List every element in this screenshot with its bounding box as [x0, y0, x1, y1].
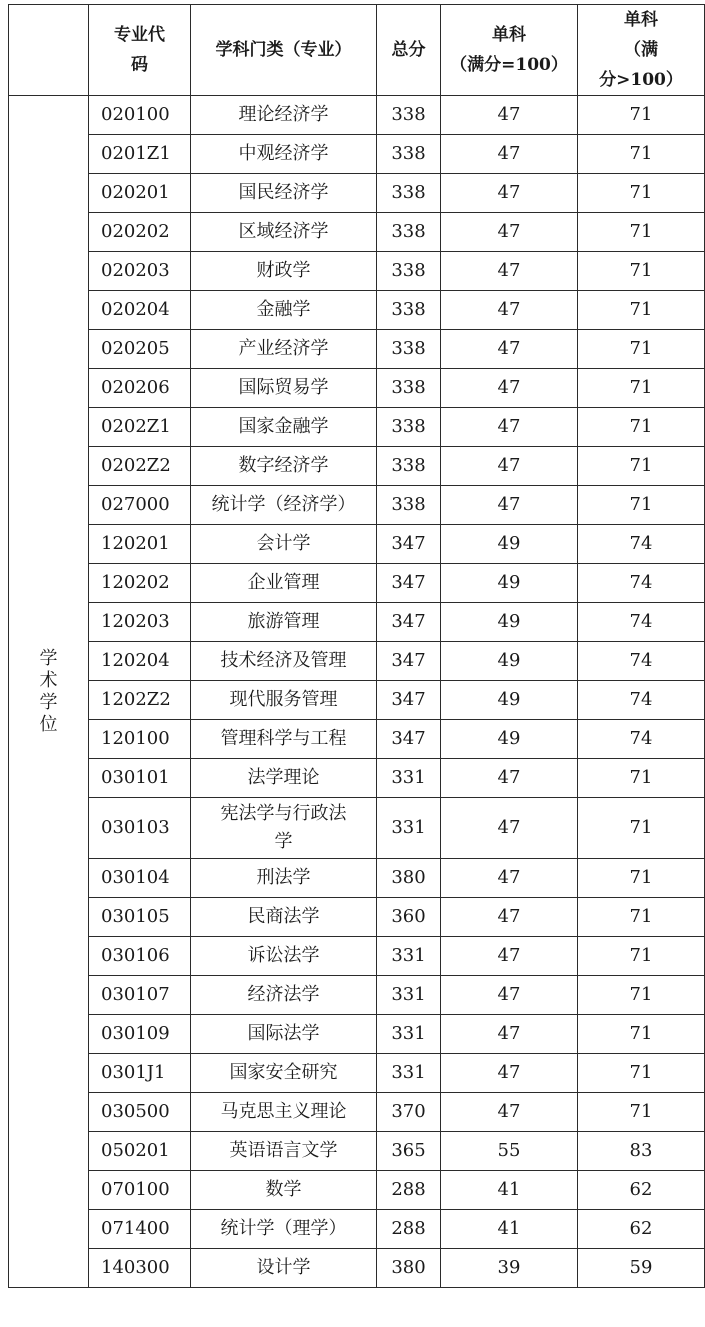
table-row — [9, 96, 705, 135]
code-cell: 030109 — [89, 1015, 191, 1054]
table-row — [9, 1249, 705, 1288]
total-cell: 347 — [377, 720, 441, 759]
table-row — [9, 408, 705, 447]
code-cell: 140300 — [89, 1249, 191, 1288]
single-gt100-cell: 71 — [578, 252, 705, 291]
single-gt100-cell: 71 — [578, 798, 705, 859]
code-cell: 030105 — [89, 898, 191, 937]
single-gt100-cell: 71 — [578, 291, 705, 330]
code-cell: 120202 — [89, 564, 191, 603]
single-100-cell: 47 — [441, 1015, 578, 1054]
single-100-cell: 47 — [441, 174, 578, 213]
single-100-cell: 47 — [441, 1093, 578, 1132]
table-row — [9, 1171, 705, 1210]
total-cell: 288 — [377, 1210, 441, 1249]
single-100-cell: 49 — [441, 642, 578, 681]
header-single-100 — [441, 5, 578, 96]
single-100-cell: 41 — [441, 1210, 578, 1249]
header-subject-line: 学科门类（专业） — [215, 40, 352, 60]
table-row — [9, 603, 705, 642]
subject-cell: 财政学 — [191, 252, 377, 291]
header-code-line: 专业代 — [114, 25, 165, 45]
total-cell: 331 — [377, 759, 441, 798]
single-gt100-cell: 71 — [578, 759, 705, 798]
subject-cell: 会计学 — [191, 525, 377, 564]
total-cell: 360 — [377, 898, 441, 937]
code-cell: 030101 — [89, 759, 191, 798]
single-100-cell: 39 — [441, 1249, 578, 1288]
single-100-cell: 47 — [441, 798, 578, 859]
table-row — [9, 330, 705, 369]
single-gt100-cell: 71 — [578, 408, 705, 447]
total-cell: 347 — [377, 681, 441, 720]
single-gt100-cell: 71 — [578, 1093, 705, 1132]
total-cell: 338 — [377, 252, 441, 291]
code-cell: 027000 — [89, 486, 191, 525]
code-cell: 020205 — [89, 330, 191, 369]
table-row — [9, 291, 705, 330]
single-gt100-cell: 71 — [578, 174, 705, 213]
subject-cell: 企业管理 — [191, 564, 377, 603]
score-table-container — [8, 4, 705, 1288]
code-cell: 0202Z1 — [89, 408, 191, 447]
single-100-cell: 55 — [441, 1132, 578, 1171]
subject-cell: 民商法学 — [191, 898, 377, 937]
code-cell: 020206 — [89, 369, 191, 408]
single-100-cell: 47 — [441, 976, 578, 1015]
single-gt100-cell: 71 — [578, 1015, 705, 1054]
total-cell: 365 — [377, 1132, 441, 1171]
single-100-cell: 47 — [441, 135, 578, 174]
single-100-cell: 49 — [441, 720, 578, 759]
header-single-gt100-line: 单科 — [624, 10, 658, 30]
subject-cell: 诉讼法学 — [191, 937, 377, 976]
header-single-gt100-line: 分>100） — [599, 70, 683, 90]
single-gt100-cell: 74 — [578, 564, 705, 603]
code-cell: 0301J1 — [89, 1054, 191, 1093]
single-gt100-cell: 74 — [578, 642, 705, 681]
score-table — [8, 4, 705, 1288]
subject-line: 学 — [274, 831, 293, 852]
code-cell: 0202Z2 — [89, 447, 191, 486]
code-cell: 1202Z2 — [89, 681, 191, 720]
total-cell: 380 — [377, 859, 441, 898]
single-100-cell: 47 — [441, 330, 578, 369]
single-100-cell: 47 — [441, 213, 578, 252]
total-cell: 331 — [377, 1054, 441, 1093]
single-100-cell: 49 — [441, 525, 578, 564]
single-gt100-cell: 62 — [578, 1171, 705, 1210]
total-cell: 370 — [377, 1093, 441, 1132]
table-row — [9, 1132, 705, 1171]
subject-cell: 统计学（经济学） — [191, 486, 377, 525]
single-gt100-cell: 71 — [578, 135, 705, 174]
single-100-cell: 49 — [441, 681, 578, 720]
table-row — [9, 759, 705, 798]
single-gt100-cell: 71 — [578, 898, 705, 937]
code-cell: 030106 — [89, 937, 191, 976]
single-gt100-cell: 71 — [578, 1054, 705, 1093]
subject-cell: 理论经济学 — [191, 96, 377, 135]
single-100-cell: 47 — [441, 898, 578, 937]
single-gt100-cell: 71 — [578, 976, 705, 1015]
subject-cell: 设计学 — [191, 1249, 377, 1288]
total-cell: 347 — [377, 603, 441, 642]
total-cell: 338 — [377, 369, 441, 408]
code-cell: 020202 — [89, 213, 191, 252]
single-gt100-cell: 74 — [578, 603, 705, 642]
table-row — [9, 898, 705, 937]
single-gt100-cell: 74 — [578, 525, 705, 564]
code-cell: 030104 — [89, 859, 191, 898]
subject-cell: 经济法学 — [191, 976, 377, 1015]
header-total-line: 总分 — [391, 40, 426, 60]
code-cell: 0201Z1 — [89, 135, 191, 174]
total-cell: 338 — [377, 447, 441, 486]
table-row — [9, 859, 705, 898]
subject-cell: 刑法学 — [191, 859, 377, 898]
total-cell: 347 — [377, 564, 441, 603]
table-row — [9, 720, 705, 759]
single-gt100-cell: 71 — [578, 447, 705, 486]
code-cell: 120203 — [89, 603, 191, 642]
code-cell: 020201 — [89, 174, 191, 213]
table-row — [9, 447, 705, 486]
subject-cell: 中观经济学 — [191, 135, 377, 174]
code-cell: 120100 — [89, 720, 191, 759]
single-gt100-cell: 71 — [578, 330, 705, 369]
subject-cell: 法学理论 — [191, 759, 377, 798]
total-cell: 338 — [377, 213, 441, 252]
single-gt100-cell: 71 — [578, 859, 705, 898]
single-100-cell: 47 — [441, 447, 578, 486]
single-100-cell: 49 — [441, 603, 578, 642]
code-cell: 030500 — [89, 1093, 191, 1132]
total-cell: 380 — [377, 1249, 441, 1288]
code-cell: 020100 — [89, 96, 191, 135]
single-100-cell: 49 — [441, 564, 578, 603]
single-100-cell: 47 — [441, 486, 578, 525]
single-100-cell: 47 — [441, 937, 578, 976]
subject-cell: 数学 — [191, 1171, 377, 1210]
subject-cell: 统计学（理学） — [191, 1210, 377, 1249]
code-cell: 120204 — [89, 642, 191, 681]
single-100-cell: 47 — [441, 252, 578, 291]
table-row — [9, 564, 705, 603]
total-cell: 347 — [377, 642, 441, 681]
category-char: 学 — [39, 647, 58, 669]
subject-cell: 英语语言文学 — [191, 1132, 377, 1171]
single-100-cell: 47 — [441, 859, 578, 898]
single-gt100-cell: 74 — [578, 720, 705, 759]
subject-cell: 金融学 — [191, 291, 377, 330]
single-100-cell: 47 — [441, 291, 578, 330]
total-cell: 331 — [377, 798, 441, 859]
category-char: 位 — [39, 713, 58, 735]
single-100-cell: 41 — [441, 1171, 578, 1210]
category-char: 学 — [39, 691, 58, 713]
table-row — [9, 486, 705, 525]
table-row — [9, 1015, 705, 1054]
header-single-100-line: （满分=100） — [450, 55, 568, 75]
subject-cell: 数字经济学 — [191, 447, 377, 486]
table-row — [9, 1093, 705, 1132]
total-cell: 331 — [377, 937, 441, 976]
table-row — [9, 1054, 705, 1093]
total-cell: 338 — [377, 291, 441, 330]
single-gt100-cell: 59 — [578, 1249, 705, 1288]
header-code-line: 码 — [131, 55, 148, 75]
total-cell: 338 — [377, 96, 441, 135]
code-cell: 050201 — [89, 1132, 191, 1171]
table-row — [9, 681, 705, 720]
single-gt100-cell: 71 — [578, 369, 705, 408]
code-cell: 120201 — [89, 525, 191, 564]
subject-cell: 区域经济学 — [191, 213, 377, 252]
table-row — [9, 252, 705, 291]
total-cell: 338 — [377, 135, 441, 174]
subject-cell: 管理科学与工程 — [191, 720, 377, 759]
total-cell: 338 — [377, 486, 441, 525]
subject-cell: 国际贸易学 — [191, 369, 377, 408]
header-row — [9, 5, 705, 96]
table-row — [9, 525, 705, 564]
table-row — [9, 937, 705, 976]
table-row — [9, 135, 705, 174]
single-gt100-cell: 71 — [578, 486, 705, 525]
code-cell: 020204 — [89, 291, 191, 330]
subject-line: 宪法学与行政法 — [220, 803, 347, 824]
code-cell: 020203 — [89, 252, 191, 291]
header-category — [9, 5, 89, 96]
subject-cell: 产业经济学 — [191, 330, 377, 369]
subject-cell: 国家金融学 — [191, 408, 377, 447]
total-cell: 338 — [377, 330, 441, 369]
single-100-cell: 47 — [441, 759, 578, 798]
single-gt100-cell: 71 — [578, 96, 705, 135]
code-cell: 030107 — [89, 976, 191, 1015]
header-code — [89, 5, 191, 96]
total-cell: 338 — [377, 174, 441, 213]
subject-cell: 现代服务管理 — [191, 681, 377, 720]
header-single-gt100-line: （满 — [624, 40, 658, 60]
subject-cell: 国家安全研究 — [191, 1054, 377, 1093]
header-subject — [191, 5, 377, 96]
subject-cell: 技术经济及管理 — [191, 642, 377, 681]
total-cell: 331 — [377, 976, 441, 1015]
header-single-gt100 — [578, 5, 705, 96]
code-cell: 030103 — [89, 798, 191, 859]
subject-cell: 国民经济学 — [191, 174, 377, 213]
single-100-cell: 47 — [441, 408, 578, 447]
single-gt100-cell: 74 — [578, 681, 705, 720]
header-total — [377, 5, 441, 96]
single-gt100-cell: 71 — [578, 937, 705, 976]
table-row — [9, 213, 705, 252]
single-100-cell: 47 — [441, 369, 578, 408]
single-100-cell: 47 — [441, 1054, 578, 1093]
total-cell: 331 — [377, 1015, 441, 1054]
subject-cell: 国际法学 — [191, 1015, 377, 1054]
table-row — [9, 174, 705, 213]
subject-cell: 旅游管理 — [191, 603, 377, 642]
code-cell: 070100 — [89, 1171, 191, 1210]
single-gt100-cell: 71 — [578, 213, 705, 252]
single-100-cell: 47 — [441, 96, 578, 135]
code-cell: 071400 — [89, 1210, 191, 1249]
single-gt100-cell: 62 — [578, 1210, 705, 1249]
subject-cell — [191, 798, 377, 859]
table-row — [9, 798, 705, 859]
header-single-100-line: 单科 — [492, 25, 526, 45]
table-row — [9, 976, 705, 1015]
single-gt100-cell: 83 — [578, 1132, 705, 1171]
total-cell: 338 — [377, 408, 441, 447]
total-cell: 347 — [377, 525, 441, 564]
total-cell: 288 — [377, 1171, 441, 1210]
subject-cell: 马克思主义理论 — [191, 1093, 377, 1132]
category-char: 术 — [39, 669, 58, 691]
table-row — [9, 369, 705, 408]
table-row — [9, 642, 705, 681]
category-label — [9, 96, 89, 1288]
table-row — [9, 1210, 705, 1249]
